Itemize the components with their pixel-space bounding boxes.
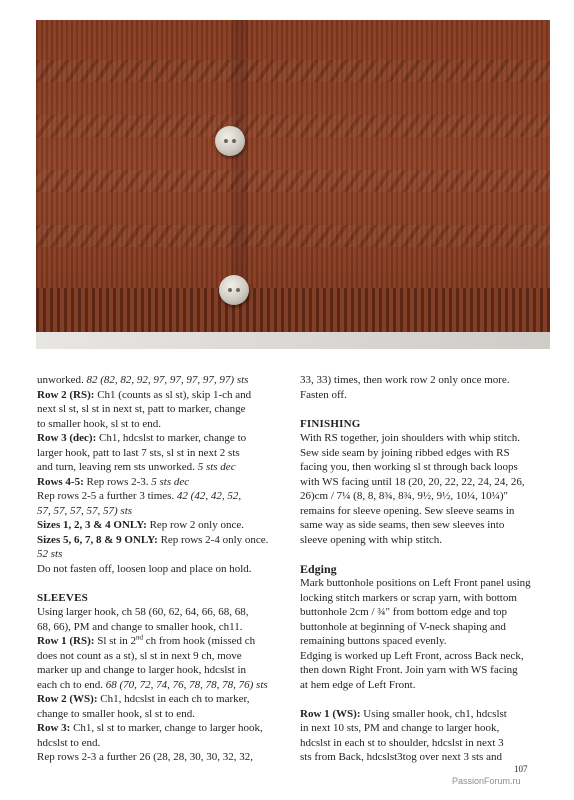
- text-line: next sl st, sl st in next st, patt to marker, change: [37, 403, 246, 415]
- left-column: [37, 373, 299, 765]
- right-column: [300, 373, 562, 765]
- row-label: Row 2 (WS):: [37, 693, 98, 705]
- row-label: Row 1 (RS):: [37, 635, 95, 647]
- text-line: sts from Back, hdcslst3tog over next 3 sts and: [300, 751, 502, 763]
- text-span: Using smaller hook, ch1, hdcslst: [360, 707, 507, 720]
- text-line: Using larger hook, ch 58 (60, 62, 64, 66, 68, 68,: [37, 606, 249, 618]
- text-line: marker up and change to larger hook, hdcslst in: [37, 664, 247, 676]
- text-line: 52 sts: [37, 548, 63, 560]
- text-line: [37, 721, 299, 736]
- text-line: 33, 33) times, then work row 2 only once more.: [300, 374, 510, 386]
- text-line: does not count as a st), sl st in next 9 ch, move: [37, 649, 242, 662]
- text-span: Ch1 (counts as sl st), skip 1-ch and: [94, 388, 252, 401]
- text-line: with WS facing until 18 (20, 20, 22, 22, 24, 24, 26,: [300, 475, 525, 488]
- size-label: Sizes 1, 2, 3 & 4 ONLY:: [37, 519, 147, 531]
- page-number: 107: [514, 764, 528, 774]
- row-label: Row 3:: [37, 722, 71, 734]
- text-line: [37, 518, 299, 533]
- text-line: Do not fasten off, loosen loop and place on hold.: [37, 562, 252, 575]
- cardigan-photo: [36, 20, 550, 349]
- text-line: Sew side seam by joining ribbed edges with RS: [300, 446, 510, 459]
- text-line: [37, 431, 299, 446]
- text-span: Rep rows 2-4 only once.: [157, 533, 269, 546]
- photo-background: [36, 332, 550, 349]
- text-span: Ch1, sl st to marker, change to larger hook,: [70, 722, 263, 734]
- stitch-pattern-band: [36, 115, 550, 137]
- text-line: [37, 460, 299, 475]
- row-label: Row 1 (WS):: [300, 707, 361, 720]
- size-label: Sizes 5, 6, 7, 8 & 9 ONLY:: [37, 533, 158, 546]
- section-heading: FINISHING: [300, 417, 361, 430]
- text-line: buttonhole 2cm / ¾" from bottom edge and top: [300, 606, 508, 618]
- text-line: hdcslst in each st to shoulder, hdcslst in next 3: [300, 736, 504, 749]
- text-line: 57, 57, 57, 57, 57) sts: [37, 504, 133, 517]
- text-span: Rep row 2 only once.: [146, 519, 244, 531]
- stitch-count: 5 sts dec: [197, 461, 236, 473]
- text-span: and turn, leaving rem sts unworked.: [37, 461, 198, 473]
- text-span: Rep rows 2-3.: [83, 475, 152, 488]
- row-label: Row 3 (dec):: [37, 432, 97, 444]
- text-line: Edging is worked up Left Front, across Back neck,: [300, 649, 524, 662]
- text-line: sleeve opening with whip stitch.: [300, 533, 443, 546]
- text-line: [37, 533, 299, 548]
- text-span: Ch1, hdcslst in each ch to marker,: [97, 693, 250, 705]
- text-line: [37, 475, 299, 490]
- text-line: [37, 634, 299, 649]
- text-line: locking stitch markers or scrap yarn, with bottom: [300, 591, 517, 604]
- stitch-count: 42 (42, 42, 52,: [176, 490, 242, 502]
- text-line: Fasten off.: [300, 388, 347, 401]
- text-line: remains for sleeve opening. Sew sleeve seams in: [300, 504, 515, 517]
- text-line: [37, 489, 299, 504]
- text-line: to smaller hook, sl st to end.: [37, 417, 162, 430]
- text-span: each ch to end.: [37, 678, 106, 691]
- subsection-heading: Edging: [300, 561, 337, 576]
- text-span: Rep rows 2-5 a further 3 times.: [37, 490, 177, 502]
- stitch-pattern-band: [36, 225, 550, 247]
- stitch-pattern-band: [36, 60, 550, 82]
- text-line: buttonhole at beginning of V-neck shaping and: [300, 620, 506, 633]
- text-line: [37, 373, 299, 388]
- text-line: Mark buttonhole positions on Left Front panel using: [300, 577, 531, 589]
- cardigan-button: [215, 126, 245, 156]
- cardigan-button: [219, 275, 249, 305]
- row-label: Rows 4-5:: [37, 475, 84, 488]
- text-span: Ch1, hdcslst to marker, change to: [96, 432, 247, 444]
- text-line: in next 10 sts, PM and change to larger hook,: [300, 722, 500, 734]
- superscript: nd: [136, 633, 144, 642]
- text-span: Sl st in 2: [94, 635, 137, 647]
- text-line: facing you, then working sl st through back loops: [300, 461, 518, 473]
- text-line: larger hook, patt to last 7 sts, sl st in next 2 sts: [37, 446, 240, 459]
- text-line: 68, 66), PM and change to smaller hook, ch11.: [37, 620, 243, 633]
- stitch-count: 82 (82, 82, 92, 97, 97, 97, 97, 97) sts: [86, 374, 249, 386]
- stitch-count: 5 sts dec: [151, 475, 190, 488]
- text-line: hdcslst to end.: [37, 736, 101, 749]
- watermark: PassionForum.ru: [452, 776, 521, 786]
- text-line: [300, 707, 562, 722]
- text-line: [37, 678, 299, 693]
- text-line: change to smaller hook, sl st to end.: [37, 707, 195, 720]
- text-line: Rep rows 2-3 a further 26 (28, 28, 30, 30, 32, 32,: [37, 751, 253, 763]
- text-line: [37, 388, 299, 403]
- row-label: Row 2 (RS):: [37, 388, 95, 401]
- text-line: remaining buttons spaced evenly.: [300, 635, 447, 647]
- stitch-count: 68 (70, 72, 74, 76, 78, 78, 78, 76) sts: [105, 678, 268, 691]
- ribbed-hem: [36, 288, 550, 332]
- text-span: unworked.: [37, 374, 87, 386]
- text-line: same way as side seams, then sew sleeves into: [300, 519, 505, 531]
- text-line: then down Right Front. Join yarn with WS facing: [300, 664, 518, 676]
- text-line: at hem edge of Left Front.: [300, 678, 416, 691]
- section-heading: SLEEVES: [37, 591, 88, 604]
- text-span: ch from hook (missed ch: [143, 635, 256, 647]
- stitch-pattern-band: [36, 170, 550, 192]
- text-line: [37, 692, 299, 707]
- text-line: 26)cm / 7¼ (8, 8, 8¾, 8¾, 9½, 9½, 10¼, 10¼)": [300, 490, 508, 502]
- text-line: With RS together, join shoulders with whip stitch.: [300, 432, 521, 444]
